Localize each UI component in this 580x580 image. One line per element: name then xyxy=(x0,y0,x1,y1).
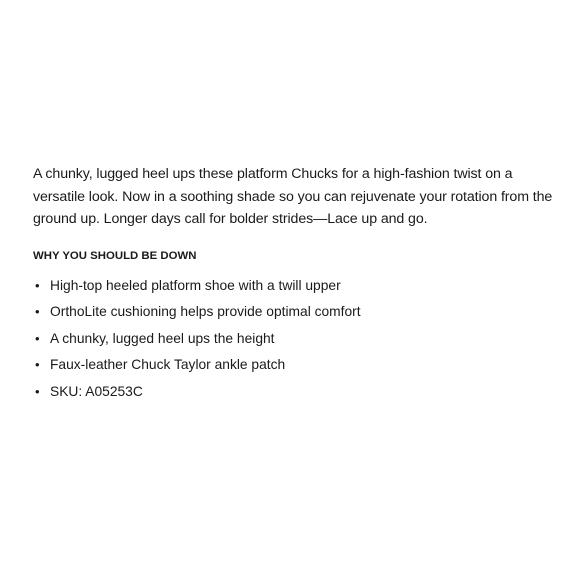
bullet-icon: • xyxy=(35,383,40,399)
list-item xyxy=(33,330,558,348)
bullet-icon: • xyxy=(35,277,40,293)
feature-text: OrthoLite cushioning helps provide optimal comfort xyxy=(50,304,361,319)
feature-text: A chunky, lugged heel ups the height xyxy=(50,330,275,346)
bullet-icon: • xyxy=(35,330,40,346)
list-item xyxy=(33,356,558,374)
section-heading: WHY YOU SHOULD BE DOWN xyxy=(33,249,197,262)
product-details xyxy=(33,163,558,409)
sku-text: SKU: A05253C xyxy=(50,383,143,399)
feature-text: Faux-leather Chuck Taylor ankle patch xyxy=(50,357,286,372)
bullet-icon: • xyxy=(35,357,40,372)
bullet-icon: • xyxy=(35,304,40,319)
list-item xyxy=(33,383,558,401)
product-description: A chunky, lugged heel ups these platform Chucks for a high-fashion twist on a versatile look. Now in a soothing shade so you can rejuvenate your rotation from the ground up. Longer days call for bolder strides—Lace up and go. xyxy=(33,166,553,227)
list-item xyxy=(33,303,558,321)
feature-list xyxy=(33,277,558,401)
list-item xyxy=(33,277,558,295)
feature-text: High-top heeled platform shoe with a twill upper xyxy=(50,277,341,293)
